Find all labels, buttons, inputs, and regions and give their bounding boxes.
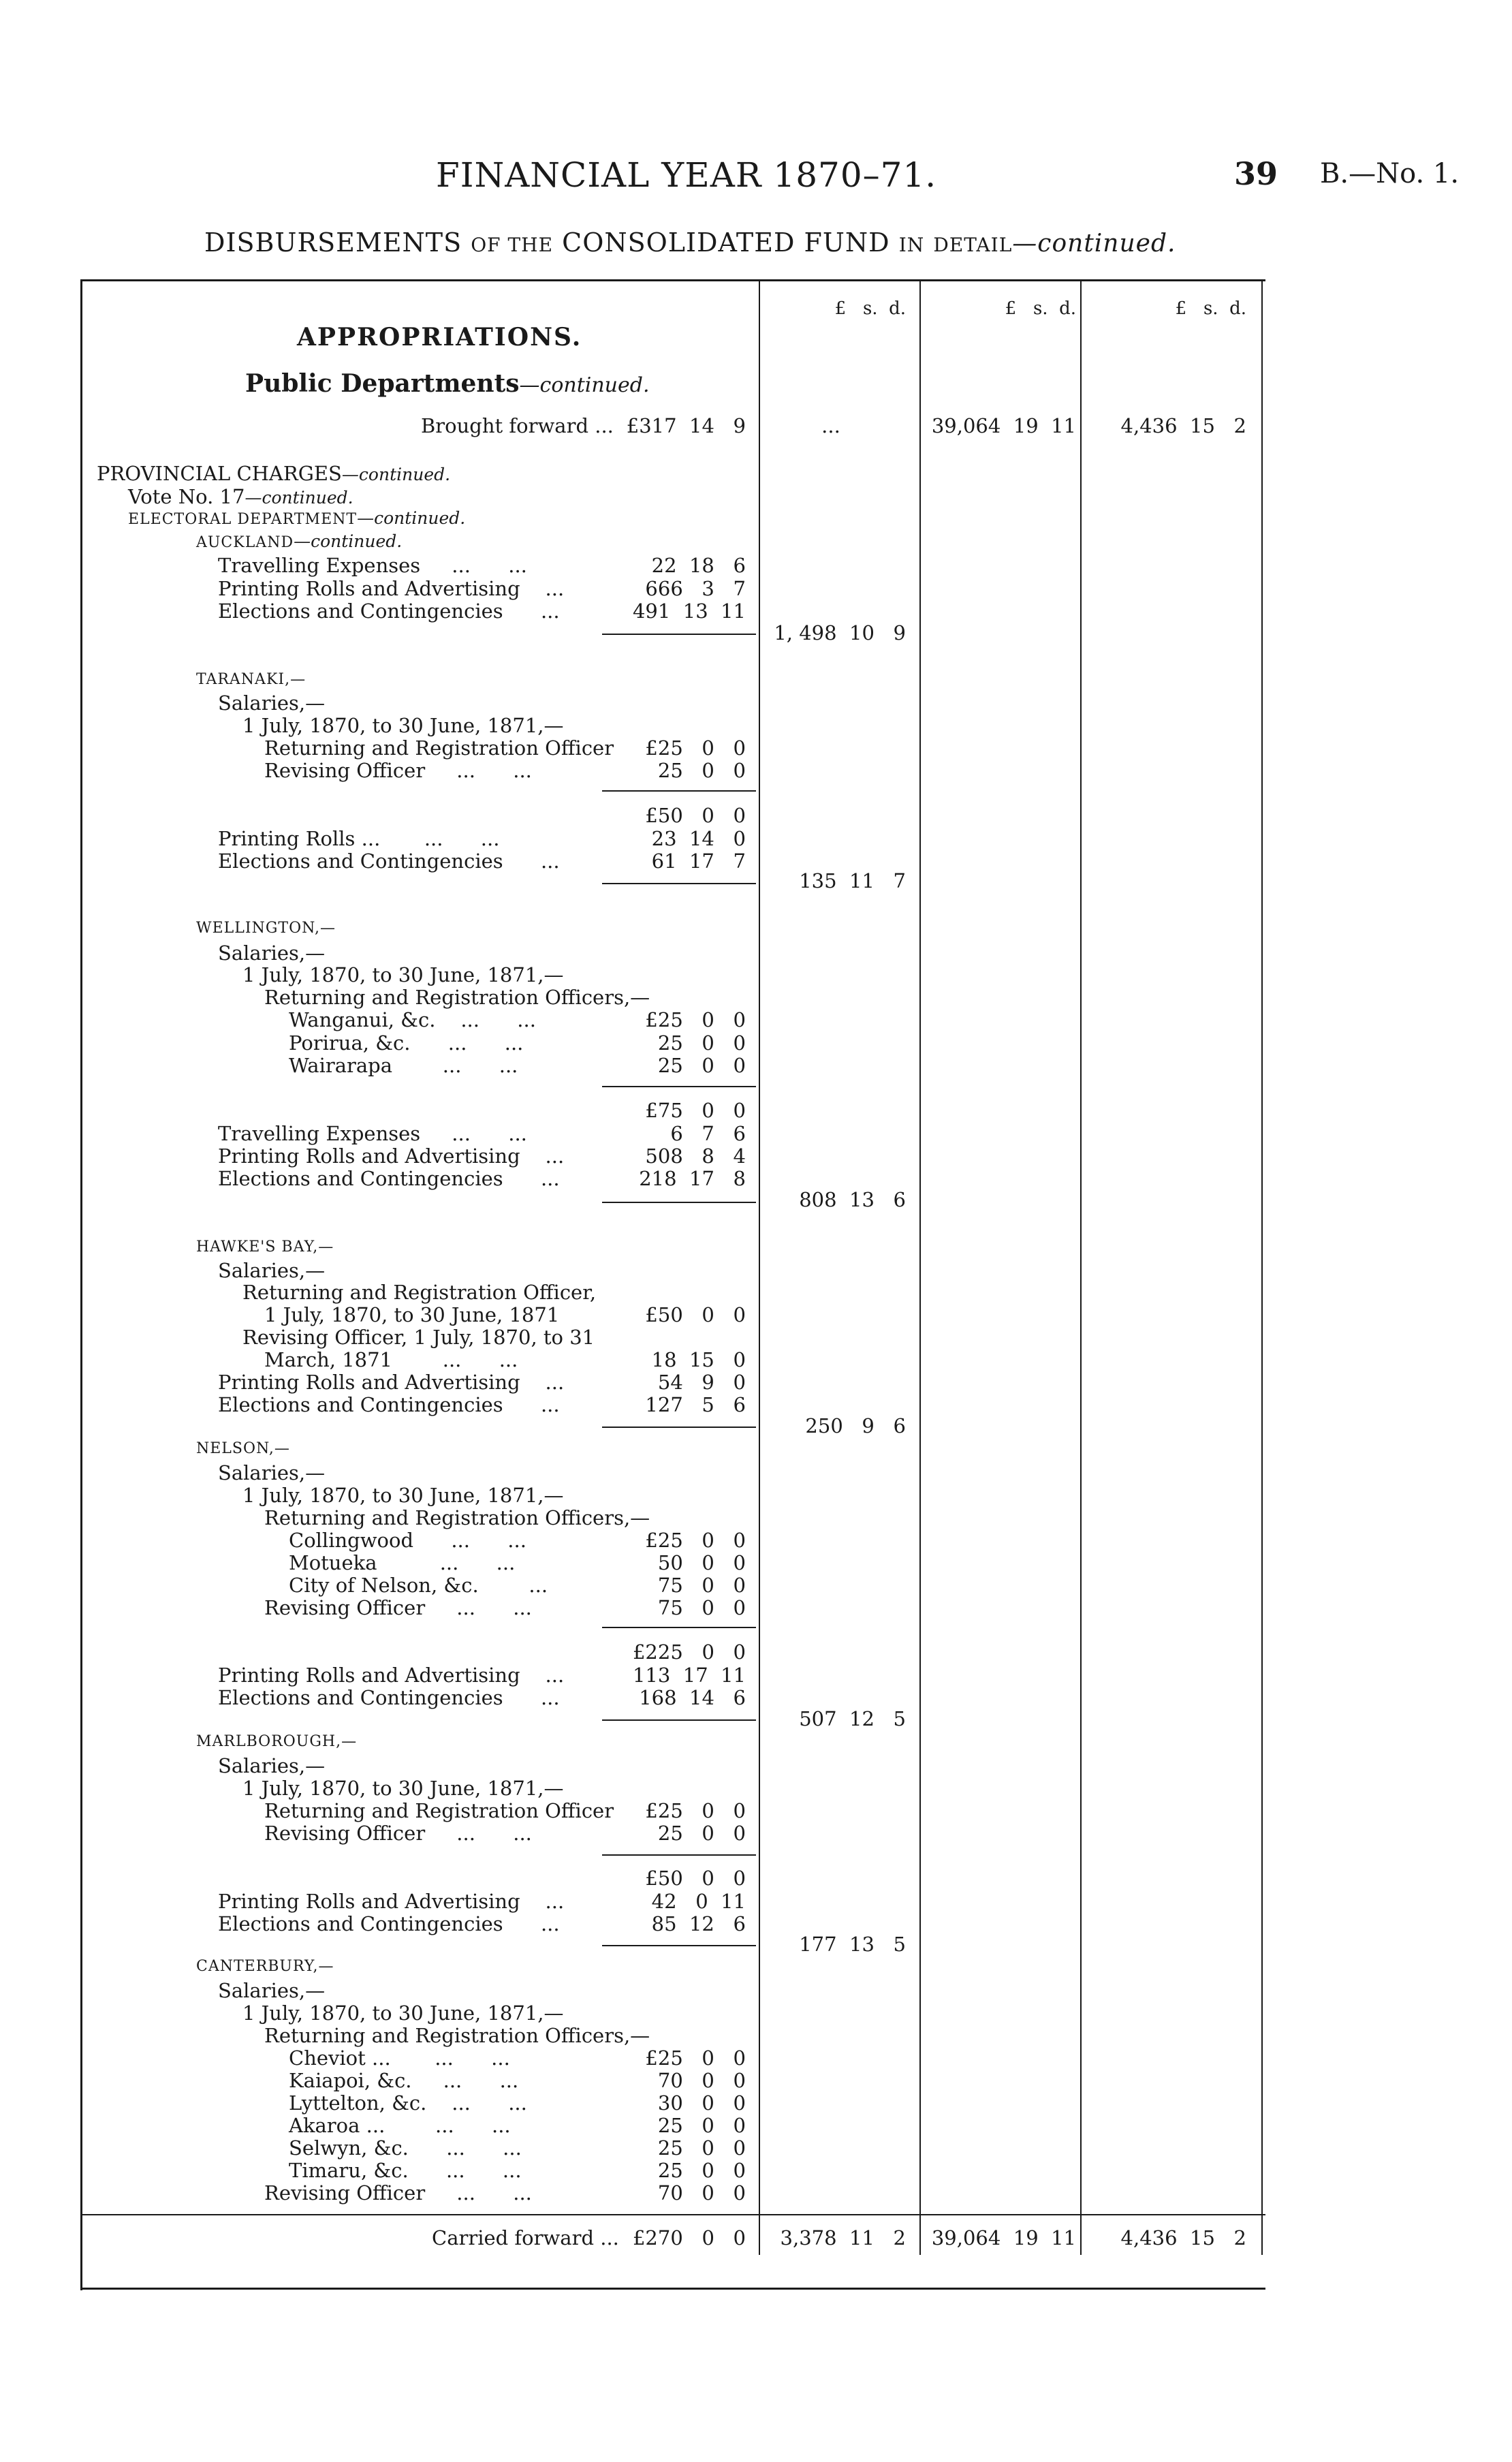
province-heading <box>196 1958 334 1975</box>
subtitle-part: DISBURSEMENTS <box>204 228 462 258</box>
heading-cont: —continued. <box>245 488 353 508</box>
line-item-amount: 23 14 0 <box>651 827 746 850</box>
officers-heading: Returning and Registration Officers,— <box>264 986 650 1009</box>
line-item-label: Returning and Registration Officer <box>264 736 614 760</box>
subtitle-part: DETAIL <box>933 234 1013 256</box>
line-item-amount: 22 18 6 <box>651 554 746 577</box>
section-heading: APPROPRIATIONS. <box>297 323 582 352</box>
subsection-heading <box>245 369 650 398</box>
line-item-amount: 218 17 8 <box>639 1167 746 1190</box>
line-item-amount: 25 0 0 <box>657 2114 746 2137</box>
line-item-amount: 85 12 6 <box>651 1912 746 1935</box>
salaries-heading: Salaries,— <box>218 1461 326 1484</box>
salaries-heading: Salaries,— <box>218 1979 326 2002</box>
page-number: 39 <box>1234 155 1278 192</box>
heading-cont: —continued. <box>519 373 650 397</box>
line-item-label: Elections and Contingencies ... <box>218 850 560 873</box>
carried-forward-c4: 4,436 15 2 <box>1120 2226 1246 2249</box>
subtotal: £50 0 0 <box>645 1867 746 1890</box>
brought-forward-c3: 39,064 19 11 <box>931 414 1076 437</box>
line-item-label: Printing Rolls and Advertising ... <box>218 577 565 600</box>
province-heading <box>196 671 306 688</box>
province-heading <box>196 1733 357 1750</box>
line-item-label: Motueka ... ... <box>289 1551 516 1574</box>
electoral-heading <box>128 508 465 528</box>
subtitle-part: IN <box>898 234 925 256</box>
subtotal: £75 0 0 <box>645 1099 746 1122</box>
province-heading <box>196 1440 290 1457</box>
line-item-amount: £25 0 0 <box>645 1008 746 1031</box>
sum-rule <box>602 1627 756 1628</box>
heading-text: MARLBOROUGH,— <box>196 1733 358 1750</box>
section-total: 808 13 6 <box>799 1188 906 1211</box>
heading-text: HAWKE'S BAY,— <box>196 1238 334 1256</box>
line-item-label: Cheviot ... ... ... <box>289 2046 510 2070</box>
province-heading <box>196 920 336 937</box>
line-item-label: Revising Officer ... ... <box>264 1822 532 1845</box>
line-item-label: Returning and Registration Officer, <box>242 1281 597 1304</box>
line-item-label: Lyttelton, &c. ... ... <box>289 2091 527 2115</box>
auckland-heading <box>196 531 402 551</box>
line-item-amount: 25 0 0 <box>657 759 746 782</box>
line-item-amount: 25 0 0 <box>657 1822 746 1845</box>
column-header: £ s. d. <box>834 298 906 319</box>
period-heading: 1 July, 1870, to 30 June, 1871,— <box>242 714 564 737</box>
line-item-label: Akaroa ... ... ... <box>289 2114 511 2137</box>
page-subtitle <box>204 228 1176 258</box>
brought-forward-c2: ... <box>821 414 840 437</box>
table-top-rule <box>80 279 1265 281</box>
heading-text: NELSON,— <box>196 1440 290 1457</box>
subtitle-part: OF THE <box>471 234 554 256</box>
sum-rule <box>602 1945 756 1946</box>
line-item-label: City of Nelson, &c. ... <box>289 1574 548 1597</box>
period-heading: 1 July, 1870, to 30 June, 1871,— <box>242 963 564 986</box>
heading-text: Public Departments <box>245 369 520 398</box>
heading-text: WELLINGTON,— <box>196 920 336 937</box>
line-item-label: Printing Rolls and Advertising ... <box>218 1144 565 1168</box>
document-reference: B.—No. 1. <box>1320 158 1460 189</box>
line-item-amount: £25 0 0 <box>645 2046 746 2070</box>
line-item-label: Selwyn, &c. ... ... <box>289 2136 522 2160</box>
subtotal: £225 0 0 <box>632 1640 746 1664</box>
line-item-label: Collingwood ... ... <box>289 1529 526 1552</box>
section-total: 135 11 7 <box>799 869 906 892</box>
line-item-amount: 127 5 6 <box>645 1393 746 1416</box>
line-item-amount: 70 0 0 <box>657 2181 746 2204</box>
line-item-amount: £25 0 0 <box>645 736 746 760</box>
line-item-amount: 75 0 0 <box>657 1574 746 1597</box>
sum-rule <box>602 790 756 792</box>
line-item-amount: 508 8 4 <box>645 1144 746 1168</box>
brought-forward-c4: 4,436 15 2 <box>1120 414 1246 437</box>
sum-rule <box>602 1086 756 1087</box>
carried-forward-rule <box>80 2214 1265 2215</box>
table-bottom-rule <box>80 2288 1265 2290</box>
sum-rule <box>602 1202 756 1203</box>
column-header: £ s. d. <box>1005 298 1076 319</box>
line-item-label: Returning and Registration Officer <box>264 1799 614 1822</box>
section-total: 177 13 5 <box>799 1933 906 1956</box>
line-item-label: Printing Rolls and Advertising ... <box>218 1890 565 1913</box>
line-item-label: 1 July, 1870, to 30 June, 1871 <box>264 1303 560 1326</box>
carried-forward-label: Carried forward ... <box>432 2226 619 2249</box>
heading-text: TARANAKI,— <box>196 671 306 688</box>
column-rule <box>1080 279 1082 2255</box>
line-item-amount: 54 9 0 <box>657 1371 746 1394</box>
heading-text: PROVINCIAL CHARGES <box>97 462 342 485</box>
salaries-heading: Salaries,— <box>218 1754 326 1777</box>
period-heading: 1 July, 1870, to 30 June, 1871,— <box>242 1777 564 1800</box>
carried-forward-c3: 39,064 19 11 <box>931 2226 1076 2249</box>
line-item-amount: 50 0 0 <box>657 1551 746 1574</box>
province-heading <box>196 1238 334 1256</box>
line-item-amount: £25 0 0 <box>645 1799 746 1822</box>
sum-rule <box>602 883 756 884</box>
line-item-label: Elections and Contingencies ... <box>218 599 560 623</box>
brought-forward-c1: £317 14 9 <box>626 414 746 437</box>
line-item-amount: 25 0 0 <box>657 2136 746 2160</box>
line-item-label: Printing Rolls ... ... ... <box>218 827 500 850</box>
line-item-amount: £25 0 0 <box>645 1529 746 1552</box>
section-total: 250 9 6 <box>805 1414 906 1437</box>
line-item-label: Travelling Expenses ... ... <box>218 554 527 577</box>
officers-heading: Returning and Registration Officers,— <box>264 2024 650 2047</box>
line-item-amount: 25 0 0 <box>657 1031 746 1055</box>
line-item-label: Elections and Contingencies ... <box>218 1686 560 1709</box>
sum-rule <box>602 1427 756 1428</box>
line-item-amount: 30 0 0 <box>657 2091 746 2115</box>
column-rule <box>919 279 921 2255</box>
sum-rule <box>602 634 756 635</box>
sum-rule <box>602 1854 756 1856</box>
line-item-label: Elections and Contingencies ... <box>218 1393 560 1416</box>
brought-forward-label: Brought forward ... <box>421 414 614 437</box>
column-rule <box>1261 279 1263 2255</box>
vote-heading <box>128 485 353 508</box>
column-rule <box>759 279 760 2255</box>
line-item-amount: 75 0 0 <box>657 1596 746 1619</box>
line-item-label: Elections and Contingencies ... <box>218 1167 560 1190</box>
line-item-amount: 6 7 6 <box>670 1122 746 1145</box>
line-item-amount: 18 15 0 <box>651 1348 746 1371</box>
heading-cont: —continued. <box>341 465 451 484</box>
line-item-label: Revising Officer ... ... <box>264 2181 532 2204</box>
line-item-label: March, 1871 ... ... <box>264 1348 518 1371</box>
heading-text: ELECTORAL DEPARTMENT <box>128 511 358 528</box>
line-item-label: Printing Rolls and Advertising ... <box>218 1371 565 1394</box>
line-item-label: Revising Officer ... ... <box>264 759 532 782</box>
section-total: 1, 498 10 9 <box>774 621 906 644</box>
line-item-amount: £50 0 0 <box>645 1303 746 1326</box>
salaries-heading: Salaries,— <box>218 691 326 715</box>
provincial-heading <box>97 462 450 485</box>
subtitle-part: —continued. <box>1012 230 1176 258</box>
line-item-label: Wanganui, &c. ... ... <box>289 1008 536 1031</box>
line-item-amount: 25 0 0 <box>657 1054 746 1077</box>
subtitle-part: CONSOLIDATED FUND <box>562 228 890 258</box>
period-heading: 1 July, 1870, to 30 June, 1871,— <box>242 1484 564 1507</box>
subtotal: £50 0 0 <box>645 804 746 827</box>
line-item-amount: 42 0 11 <box>651 1890 746 1913</box>
heading-cont: —continued. <box>357 508 466 528</box>
carried-forward-c1: £270 0 0 <box>632 2226 746 2249</box>
line-item-label: Timaru, &c. ... ... <box>289 2159 522 2182</box>
line-item-amount: 113 17 11 <box>632 1664 746 1687</box>
line-item-label: Revising Officer, 1 July, 1870, to 31 <box>242 1326 595 1349</box>
section-total: 507 12 5 <box>799 1707 906 1730</box>
line-item-amount: 61 17 7 <box>651 850 746 873</box>
line-item-amount: 70 0 0 <box>657 2069 746 2092</box>
table-left-rule <box>80 279 82 2290</box>
line-item-label: Porirua, &c. ... ... <box>289 1031 524 1055</box>
line-item-label: Revising Officer ... ... <box>264 1596 532 1619</box>
line-item-amount: 25 0 0 <box>657 2159 746 2182</box>
line-item-amount: 168 14 6 <box>639 1686 746 1709</box>
line-item-label: Elections and Contingencies ... <box>218 1912 560 1935</box>
heading-text: Vote No. 17 <box>128 485 245 508</box>
line-item-label: Travelling Expenses ... ... <box>218 1122 527 1145</box>
column-header: £ s. d. <box>1175 298 1246 319</box>
line-item-amount: 666 3 7 <box>645 577 746 600</box>
sum-rule <box>602 1719 756 1721</box>
page-title: FINANCIAL YEAR 1870–71. <box>436 155 937 195</box>
line-item-amount: 491 13 11 <box>632 599 746 623</box>
line-item-label: Kaiapoi, &c. ... ... <box>289 2069 519 2092</box>
officers-heading: Returning and Registration Officers,— <box>264 1506 650 1529</box>
heading-cont: —continued. <box>294 531 403 551</box>
line-item-label: Wairarapa ... ... <box>289 1054 518 1077</box>
heading-text: AUCKLAND <box>196 534 294 551</box>
carried-forward-c2: 3,378 11 2 <box>780 2226 906 2249</box>
period-heading: 1 July, 1870, to 30 June, 1871,— <box>242 2001 564 2025</box>
salaries-heading: Salaries,— <box>218 1259 326 1282</box>
line-item-label: Printing Rolls and Advertising ... <box>218 1664 565 1687</box>
heading-text: CANTERBURY,— <box>196 1958 334 1975</box>
salaries-heading: Salaries,— <box>218 941 326 965</box>
